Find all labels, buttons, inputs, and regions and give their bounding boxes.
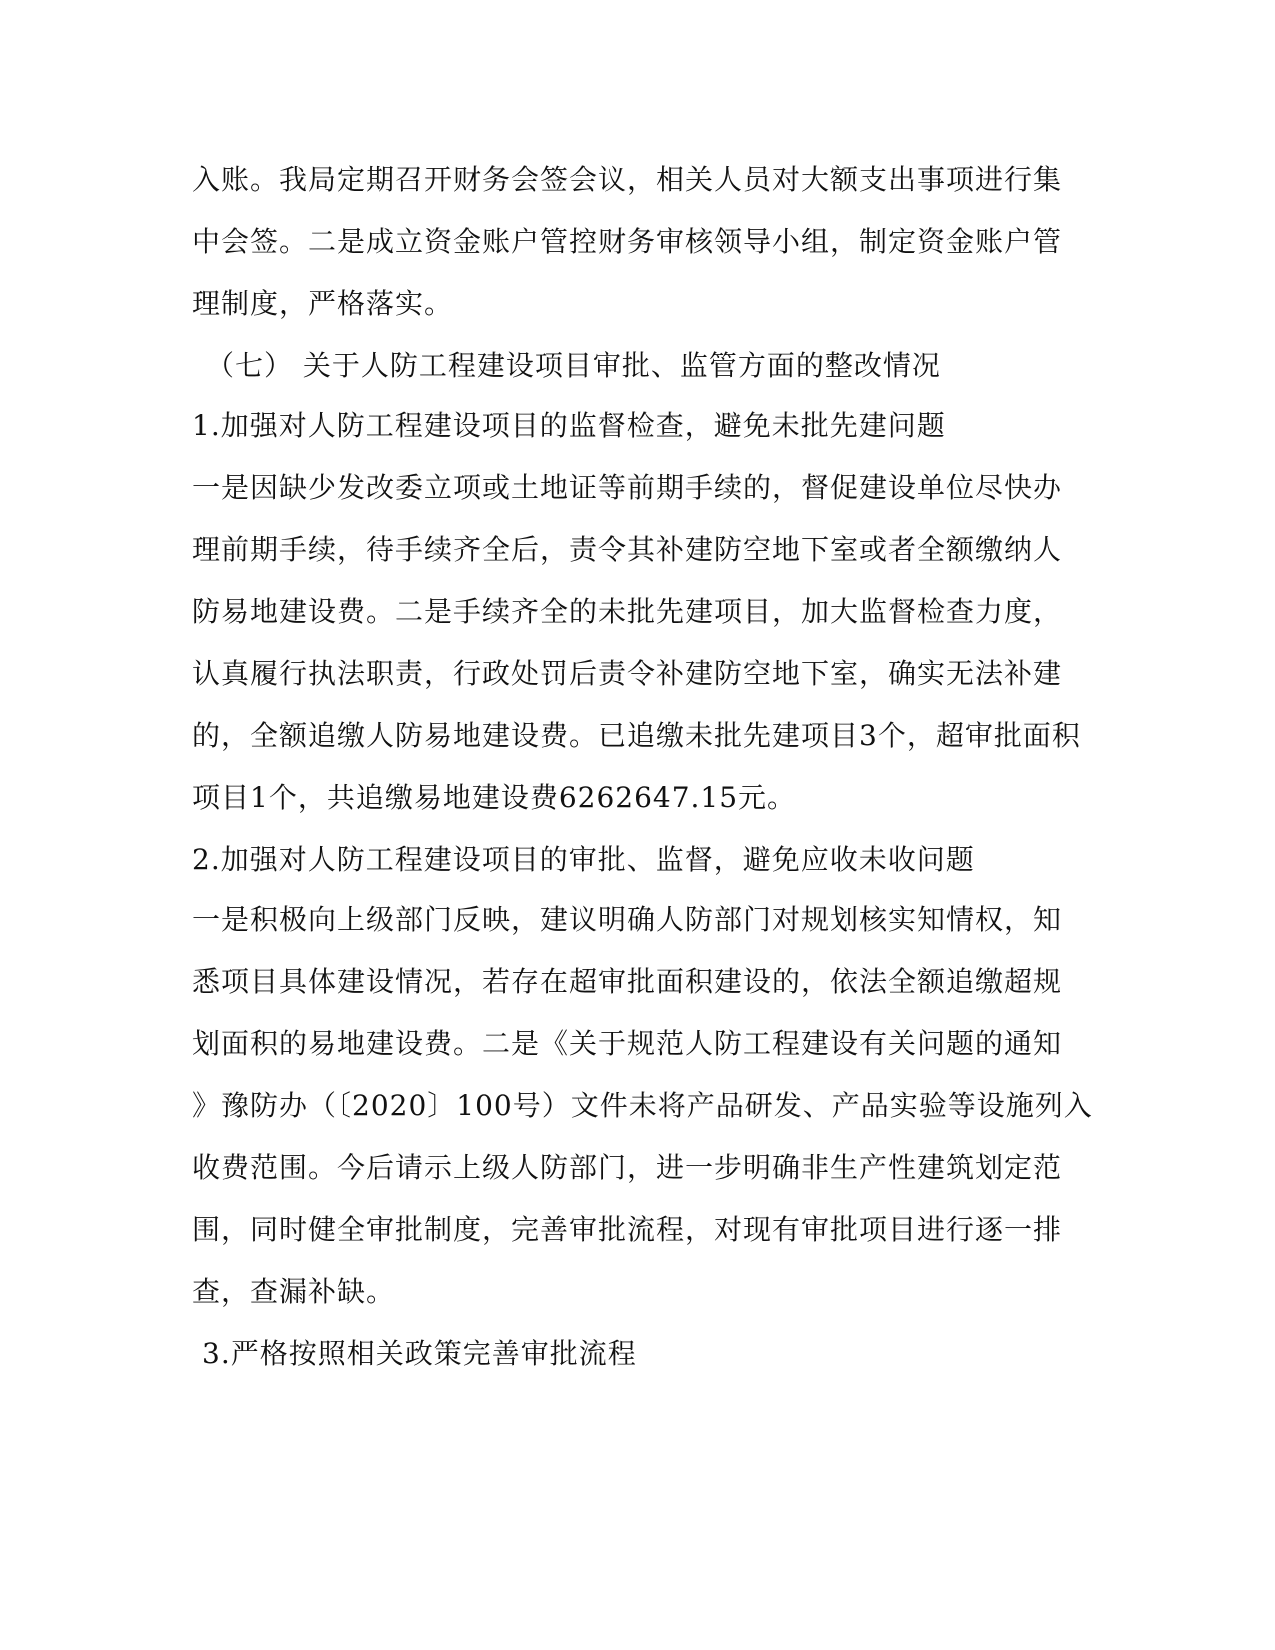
paragraph-line-4: 一是因缺少发改委立项或土地证等前期手续的，督促建设单位尽快办 [192,471,1063,504]
subheading-3: 3.严格按照相关政策完善审批流程 [202,1337,637,1370]
paragraph-line-10: 一是积极向上级部门反映，建议明确人防部门对规划核实知情权，知 [192,903,1063,936]
paragraph-line-13: 》豫防办（〔2020〕100号）文件未将产品研发、产品实验等设施列入 [192,1089,1093,1122]
paragraph-line-15: 围，同时健全审批制度，完善审批流程，对现有审批项目进行逐一排 [192,1213,1063,1246]
paragraph-line-5: 理前期手续，待手续齐全后，责令其补建防空地下室或者全额缴纳人 [192,533,1063,566]
paragraph-line-3: 理制度，严格落实。 [192,287,454,320]
paragraph-line-7: 认真履行执法职责，行政处罚后责令补建防空地下室，确实无法补建 [192,657,1063,690]
subheading-1: 1.加强对人防工程建设项目的监督检查，避免未批先建问题 [192,409,946,442]
paragraph-line-9: 项目1个，共追缴易地建设费6262647.15元。 [192,781,797,814]
paragraph-line-6: 防易地建设费。二是手续齐全的未批先建项目，加大监督检查力度， [192,595,1063,628]
paragraph-line-16: 查，查漏补缺。 [192,1275,396,1308]
paragraph-line-8: 的，全额追缴人防易地建设费。已追缴未批先建项目3个，超审批面积 [192,719,1081,752]
paragraph-line-11: 悉项目具体建设情况，若存在超审批面积建设的，依法全额追缴超规 [192,965,1063,998]
section-heading-7: （七） 关于人防工程建设项目审批、监管方面的整改情况 [206,349,941,382]
paragraph-line-2: 中会签。二是成立资金账户管控财务审核领导小组，制定资金账户管 [192,225,1063,258]
paragraph-line-14: 收费范围。今后请示上级人防部门，进一步明确非生产性建筑划定范 [192,1151,1063,1184]
paragraph-line-1: 入账。我局定期召开财务会签会议，相关人员对大额支出事项进行集 [192,163,1063,196]
subheading-2: 2.加强对人防工程建设项目的审批、监督，避免应收未收问题 [192,843,975,876]
paragraph-line-12: 划面积的易地建设费。二是《关于规范人防工程建设有关问题的通知 [192,1027,1063,1060]
